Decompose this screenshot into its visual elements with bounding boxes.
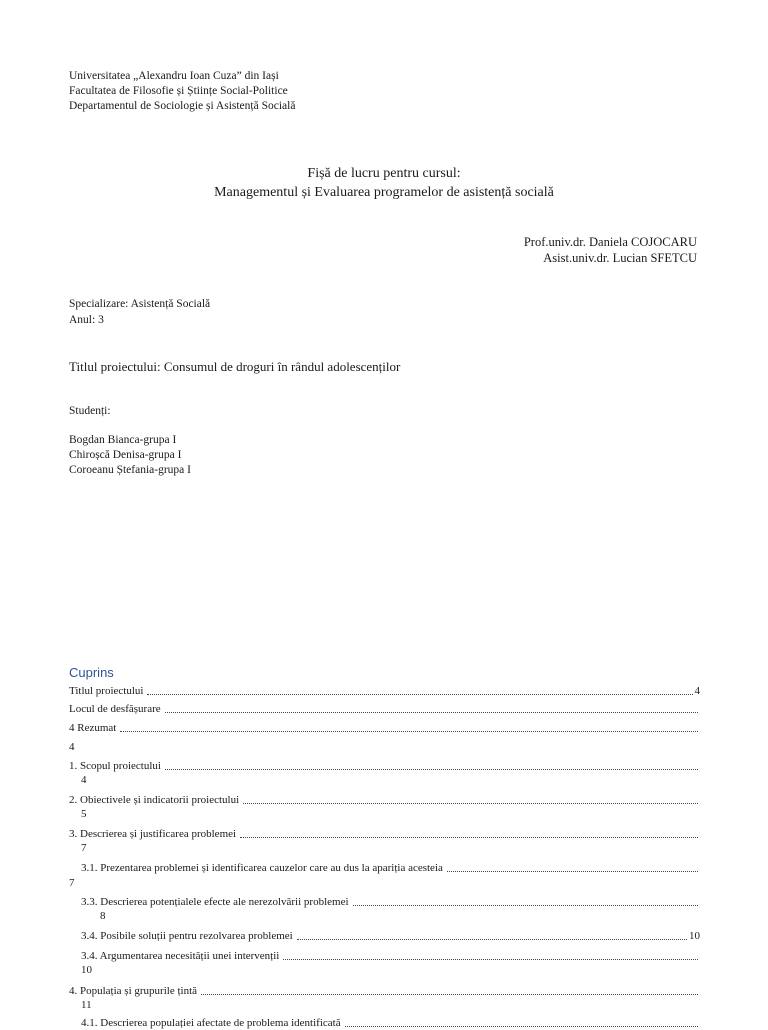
professor-name: Prof.univ.dr. Daniela COJOCARU (523, 235, 697, 249)
toc-entry[interactable] (69, 760, 700, 773)
toc-entry-page: 10 (689, 930, 700, 942)
toc-entry-label: 3.4. Posibile soluții pentru rezolvarea problemei (81, 930, 293, 942)
toc-heading: Cuprins (69, 665, 114, 680)
toc-entry[interactable] (69, 703, 700, 716)
toc-leader (147, 694, 692, 695)
toc-leader (283, 959, 698, 960)
toc-leader (345, 1026, 698, 1027)
assistant-name: Asist.univ.dr. Lucian SFETCU (543, 251, 697, 265)
toc-page-number: 8 (100, 910, 106, 922)
toc-entry[interactable] (69, 722, 700, 735)
toc-page-number: 7 (81, 842, 87, 854)
student-item: Bogdan Bianca-grupa I (69, 434, 177, 446)
toc-page-number: 7 (69, 877, 75, 889)
toc-leader (201, 994, 698, 995)
toc-entry[interactable] (81, 930, 700, 943)
toc-entry-label: 4.1. Descrierea populației afectate de problema identificată (81, 1017, 341, 1029)
toc-entry[interactable] (69, 794, 700, 807)
student-item: Chiroșcă Denisa-grupa I (69, 449, 182, 461)
students-heading: Studenți: (69, 405, 111, 417)
toc-entry[interactable] (69, 685, 700, 698)
study-year: Anul: 3 (69, 314, 104, 326)
worksheet-title: Fișă de lucru pentru cursul: (307, 166, 461, 181)
toc-entry-label: 2. Obiectivele și indicatorii proiectului (69, 794, 240, 806)
toc-page-number: 10 (81, 964, 92, 976)
student-item: Coroeanu Ștefania-grupa I (69, 464, 191, 476)
toc-page-number: 4 (81, 774, 87, 786)
toc-leader (243, 803, 698, 804)
university-name: Universitatea „Alexandru Ioan Cuza” din Iași (69, 70, 279, 82)
toc-entry-label: 3.3. Descrierea potențialele efecte ale nerezolvării problemei (81, 896, 349, 908)
course-title: Managementul și Evaluarea programelor de asistență socială (214, 185, 554, 200)
toc-entry-label: 1. Scopul proiectului (69, 760, 161, 772)
toc-leader (165, 712, 698, 713)
toc-entry[interactable] (81, 896, 700, 909)
toc-page-number: 11 (81, 999, 92, 1011)
toc-entry[interactable] (69, 985, 700, 998)
toc-entry[interactable] (69, 828, 700, 841)
project-title: Titlul proiectului: Consumul de droguri în rândul adolescenților (69, 359, 401, 374)
toc-entry[interactable] (81, 862, 700, 875)
toc-entry-label: 4. Populația și grupurile țintă (69, 985, 198, 997)
toc-entry-label: 3.1. Prezentarea problemei și identificarea cauzelor care au dus la apariția acesteia (81, 862, 443, 874)
toc-entry-page: 4 (694, 685, 700, 697)
faculty-name: Facultatea de Filosofie și Științe Social-Politice (69, 85, 288, 97)
toc-page-number: 4 (69, 741, 75, 753)
toc-leader (240, 837, 698, 838)
toc-leader (447, 871, 698, 872)
toc-entry-label: 4 Rezumat (69, 722, 117, 734)
toc-entry[interactable] (81, 950, 700, 963)
toc-leader (120, 731, 698, 732)
toc-entry-label: Titlul proiectului (69, 685, 144, 697)
specialization: Specializare: Asistență Socială (69, 298, 211, 310)
toc-entry-label: 3. Descrierea și justificarea problemei (69, 828, 237, 840)
department-name: Departamentul de Sociologie și Asistență Socială (69, 100, 296, 112)
toc-leader (165, 769, 698, 770)
toc-leader (353, 905, 698, 906)
toc-entry-label: Locul de desfășurare (69, 703, 161, 715)
toc-entry-label: 3.4. Argumentarea necesității unei intervenții (81, 950, 280, 962)
toc-page-number: 5 (81, 808, 87, 820)
toc-leader (297, 939, 687, 940)
